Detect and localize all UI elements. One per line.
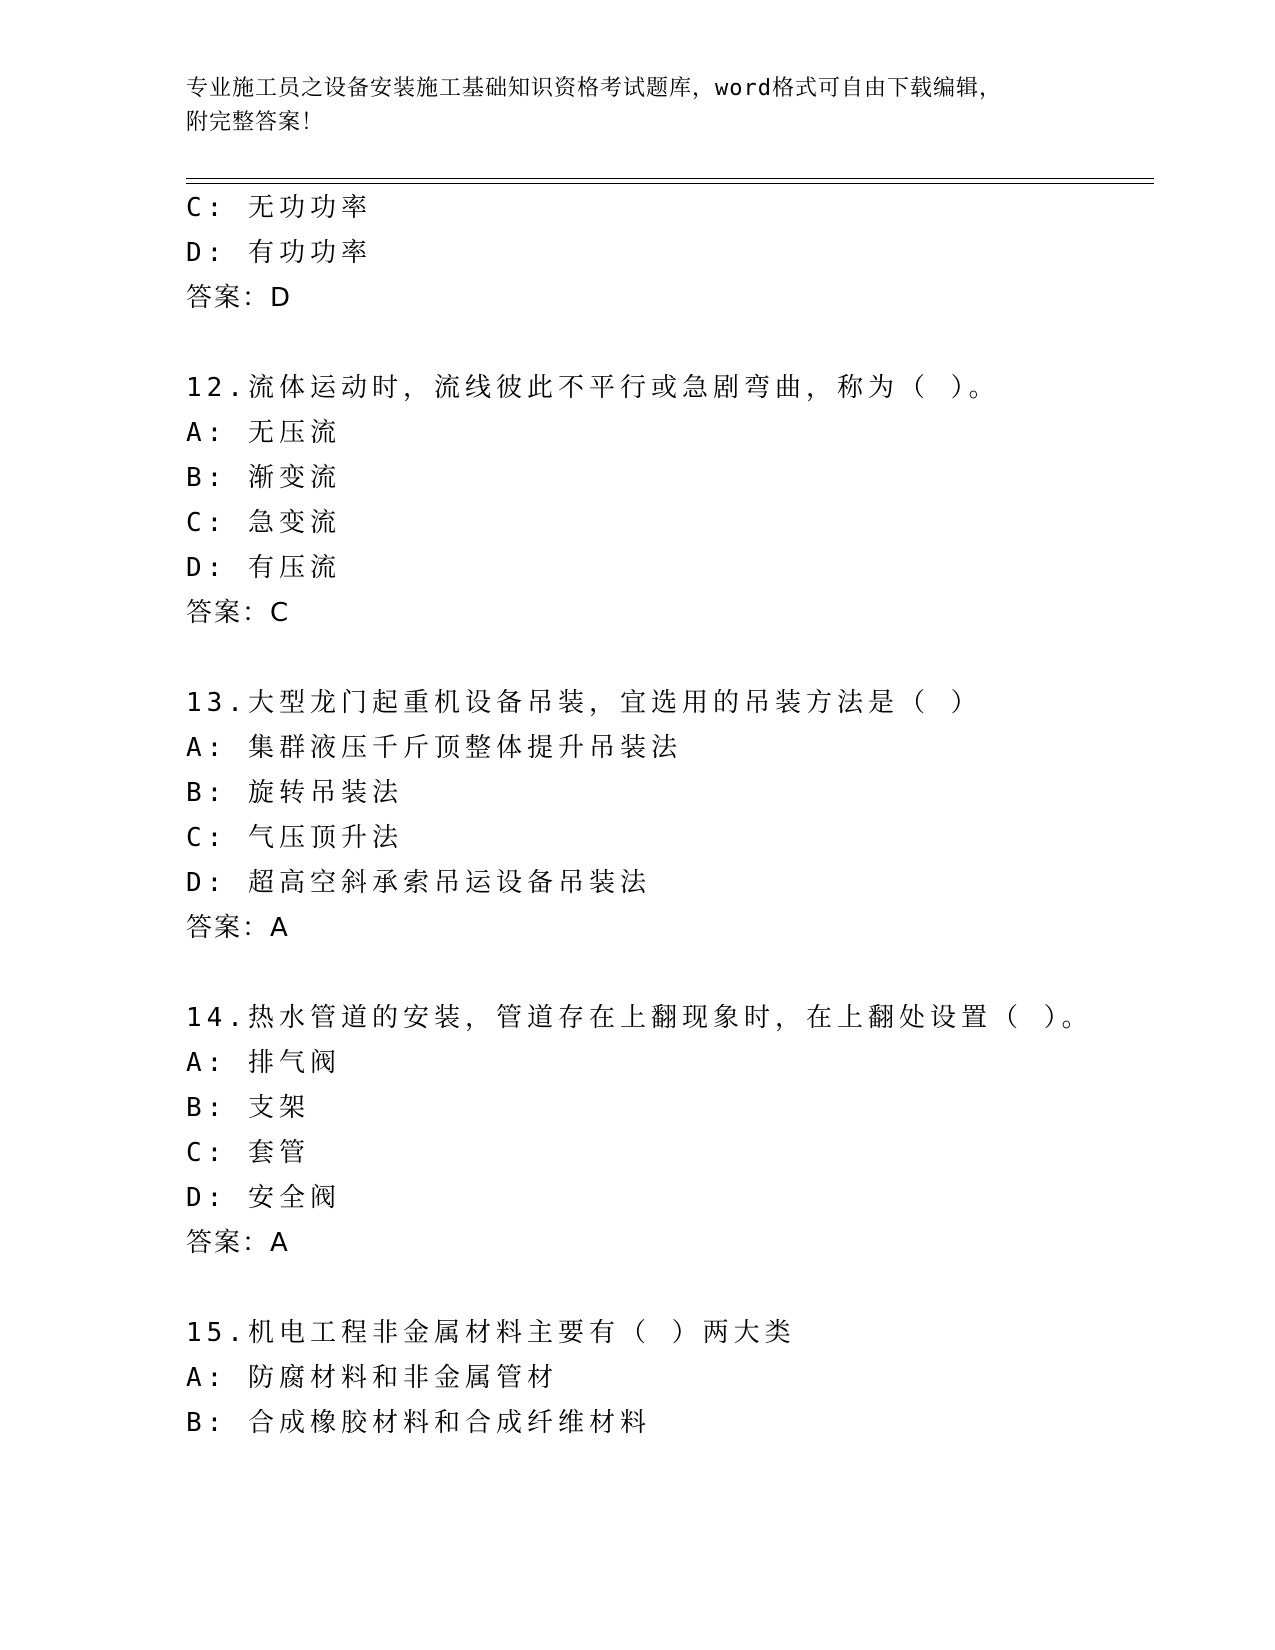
header-line-1: 专业施工员之设备安装施工基础知识资格考试题库，word格式可自由下载编辑， — [186, 76, 1002, 101]
question-14-option-b: B: 支架 — [186, 1093, 310, 1123]
question-12-answer: 答案：C — [186, 598, 291, 628]
header-divider-bottom — [186, 183, 1154, 184]
question-13-option-a: A: 集群液压千斤顶整体提升吊装法 — [186, 733, 682, 763]
question-15-option-b: B: 合成橡胶材料和合成纤维材料 — [186, 1408, 651, 1438]
question-13-option-d: D: 超高空斜承索吊运设备吊装法 — [186, 868, 651, 898]
header-line-2: 附完整答案！ — [186, 110, 325, 135]
question-13-option-b: B: 旋转吊装法 — [186, 778, 403, 808]
question-14-option-a: A: 排气阀 — [186, 1048, 341, 1078]
question-12-option-c: C: 急变流 — [186, 508, 341, 538]
answer-line: 答案：D — [186, 283, 293, 313]
question-12-option-a: A: 无压流 — [186, 418, 341, 448]
question-13-answer: 答案：A — [186, 913, 290, 943]
question-15-option-a: A: 防腐材料和非金属管材 — [186, 1363, 558, 1393]
document-header — [186, 72, 1086, 140]
question-12-option-b: B: 渐变流 — [186, 463, 341, 493]
option-c: C: 无功功率 — [186, 193, 372, 223]
question-14-option-c: C: 套管 — [186, 1138, 310, 1168]
question-12-stem: 12.流体运动时，流线彼此不平行或急剧弯曲，称为（ ）。 — [186, 373, 1000, 403]
question-15-stem: 15.机电工程非金属材料主要有（ ）两大类 — [186, 1318, 796, 1348]
question-14-stem: 14.热水管道的安装，管道存在上翻现象时，在上翻处设置（ ）。 — [186, 1003, 1093, 1033]
question-13-option-c: C: 气压顶升法 — [186, 823, 403, 853]
option-d: D: 有功功率 — [186, 238, 372, 268]
question-13-stem: 13.大型龙门起重机设备吊装，宜选用的吊装方法是（ ） — [186, 688, 982, 718]
header-divider-top — [186, 178, 1154, 179]
question-14-option-d: D: 安全阀 — [186, 1183, 341, 1213]
question-12-option-d: D: 有压流 — [186, 553, 341, 583]
question-14-answer: 答案：A — [186, 1228, 290, 1258]
